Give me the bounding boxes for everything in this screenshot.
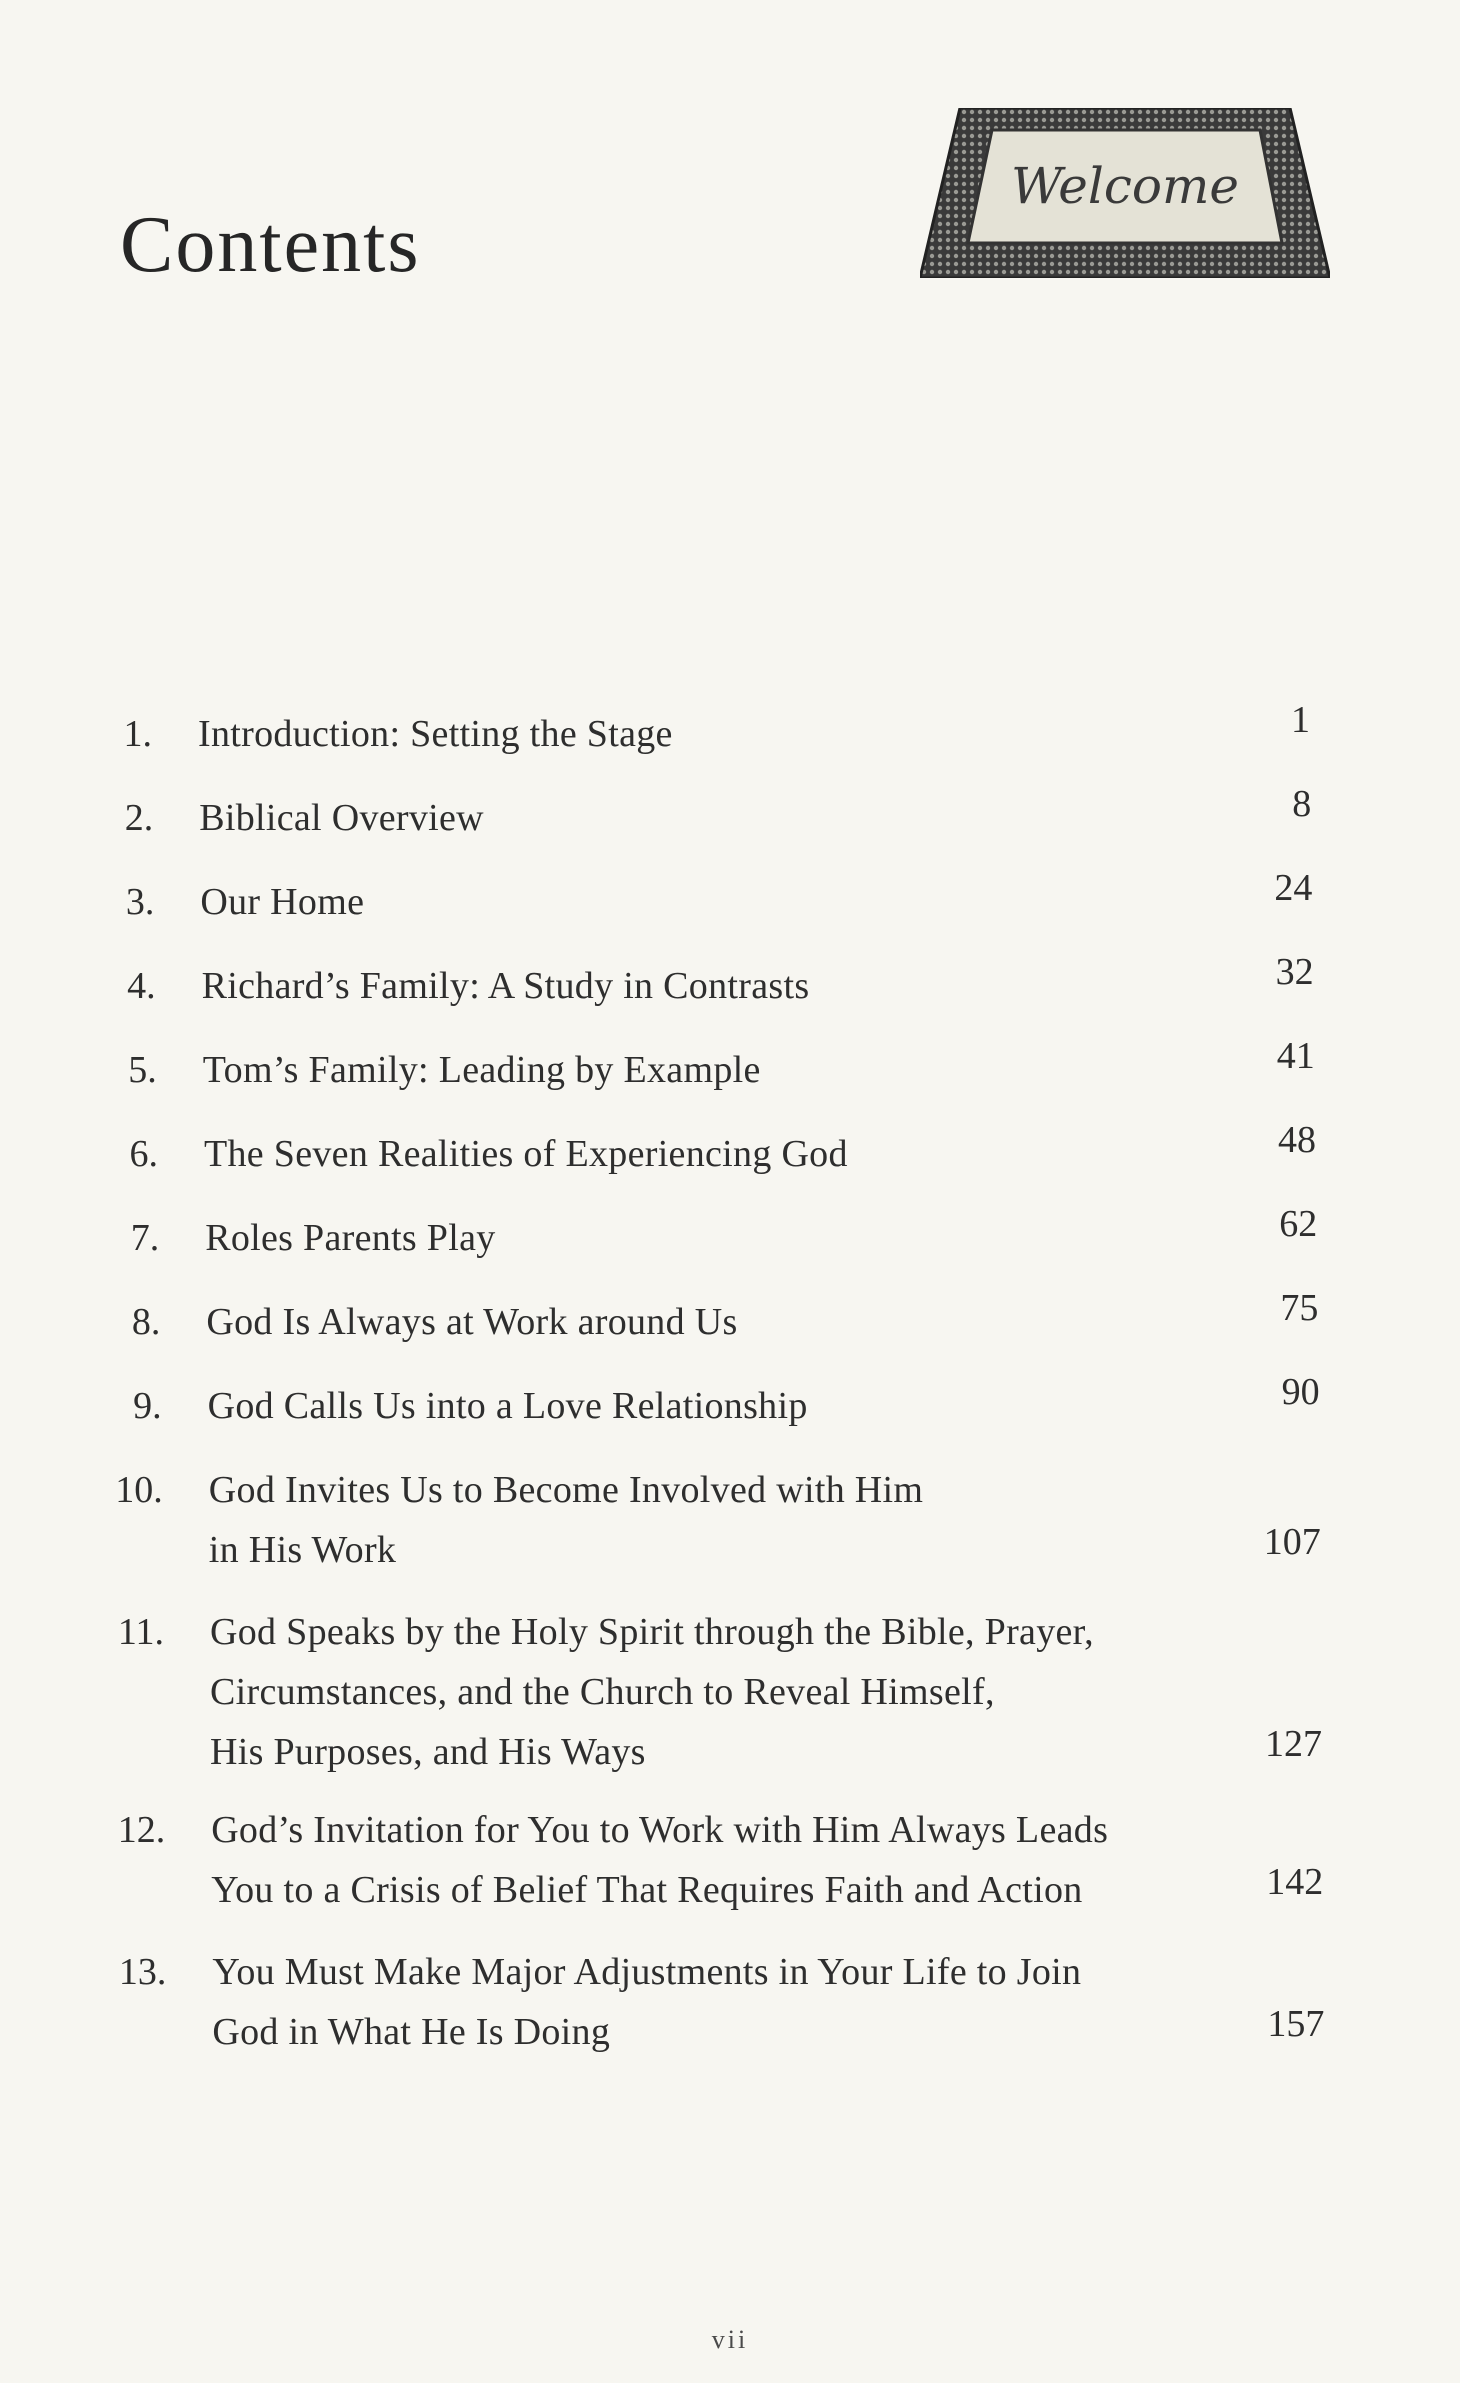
toc-entry-number: 2. xyxy=(124,797,154,839)
toc-entry-title-line: God in What He Is Doing xyxy=(212,2011,611,2053)
toc-entry-title-line: Introduction: Setting the Stage xyxy=(198,713,673,755)
toc-entry-title-line: You Must Make Major Adjustments in Your Life to Join xyxy=(212,1951,1082,1993)
toc-entry-page: 32 xyxy=(1275,951,1314,993)
toc-entry-number: 4. xyxy=(127,965,156,1007)
toc-entry-page: 1 xyxy=(1291,699,1310,741)
toc-entry-page: 48 xyxy=(1278,1119,1316,1161)
toc-entry-number: 8. xyxy=(131,1301,161,1343)
toc-entry-title-line: Tom’s Family: Leading by Example xyxy=(202,1049,761,1091)
toc-entry-page: 75 xyxy=(1280,1287,1319,1329)
toc-entry-title-line: God Speaks by the Holy Spirit through the Bible, Prayer, xyxy=(210,1611,1094,1653)
toc-entry-title-line: The Seven Realities of Experiencing God xyxy=(204,1133,848,1175)
toc-entry-title-line: You to a Crisis of Belief That Requires Faith and Action xyxy=(211,1869,1083,1911)
toc-entry-title-line: God’s Invitation for You to Work with Him Always Leads xyxy=(211,1809,1109,1851)
toc-entry-number: 13. xyxy=(118,1951,167,1993)
toc-entry-number: 9. xyxy=(133,1385,162,1427)
toc-entry-title-line: Roles Parents Play xyxy=(205,1217,496,1259)
page-number: vii xyxy=(711,2325,749,2354)
toc-entry-page: 41 xyxy=(1276,1035,1315,1077)
toc-entry-title-line: Biblical Overview xyxy=(199,797,484,839)
toc-entry-number: 7. xyxy=(130,1217,160,1259)
toc-entry-number: 6. xyxy=(129,1133,158,1175)
toc-entry-page: 157 xyxy=(1267,2003,1325,2045)
toc-entry-number: 11. xyxy=(117,1611,164,1653)
toc-entry-page: 90 xyxy=(1281,1371,1320,1413)
toc-entry-title-line: Circumstances, and the Church to Reveal Himself, xyxy=(210,1671,995,1713)
toc-entry-title-line: His Purposes, and His Ways xyxy=(210,1731,646,1773)
toc-entry-page: 127 xyxy=(1265,1723,1322,1765)
page-title: Contents xyxy=(120,201,421,289)
toc-entry-title-line: Our Home xyxy=(200,881,365,923)
toc-entry-number: 3. xyxy=(125,881,155,923)
welcome-mat-logo xyxy=(920,108,1330,278)
toc-entry-number: 12. xyxy=(117,1809,166,1851)
toc-entry-page: 107 xyxy=(1263,1521,1321,1563)
toc-entry-title-line: God Is Always at Work around Us xyxy=(206,1301,738,1343)
toc-entry-page: 142 xyxy=(1266,1861,1324,1903)
toc-entry-page: 8 xyxy=(1292,783,1312,825)
toc-entry-number: 1. xyxy=(123,713,152,755)
toc-entry-page: 62 xyxy=(1279,1203,1318,1245)
toc-entry-number: 5. xyxy=(128,1049,157,1091)
toc-entry-title-line: in His Work xyxy=(208,1529,397,1571)
toc-entry-page: 24 xyxy=(1274,867,1313,909)
toc-entry-title-line: God Invites Us to Become Involved with Him xyxy=(208,1469,924,1511)
toc-entry-title-line: God Calls Us into a Love Relationship xyxy=(207,1385,808,1427)
logo-text: Welcome xyxy=(1010,157,1240,215)
toc-entry-number: 10. xyxy=(115,1469,163,1511)
toc-entry-title-line: Richard’s Family: A Study in Contrasts xyxy=(201,965,810,1007)
